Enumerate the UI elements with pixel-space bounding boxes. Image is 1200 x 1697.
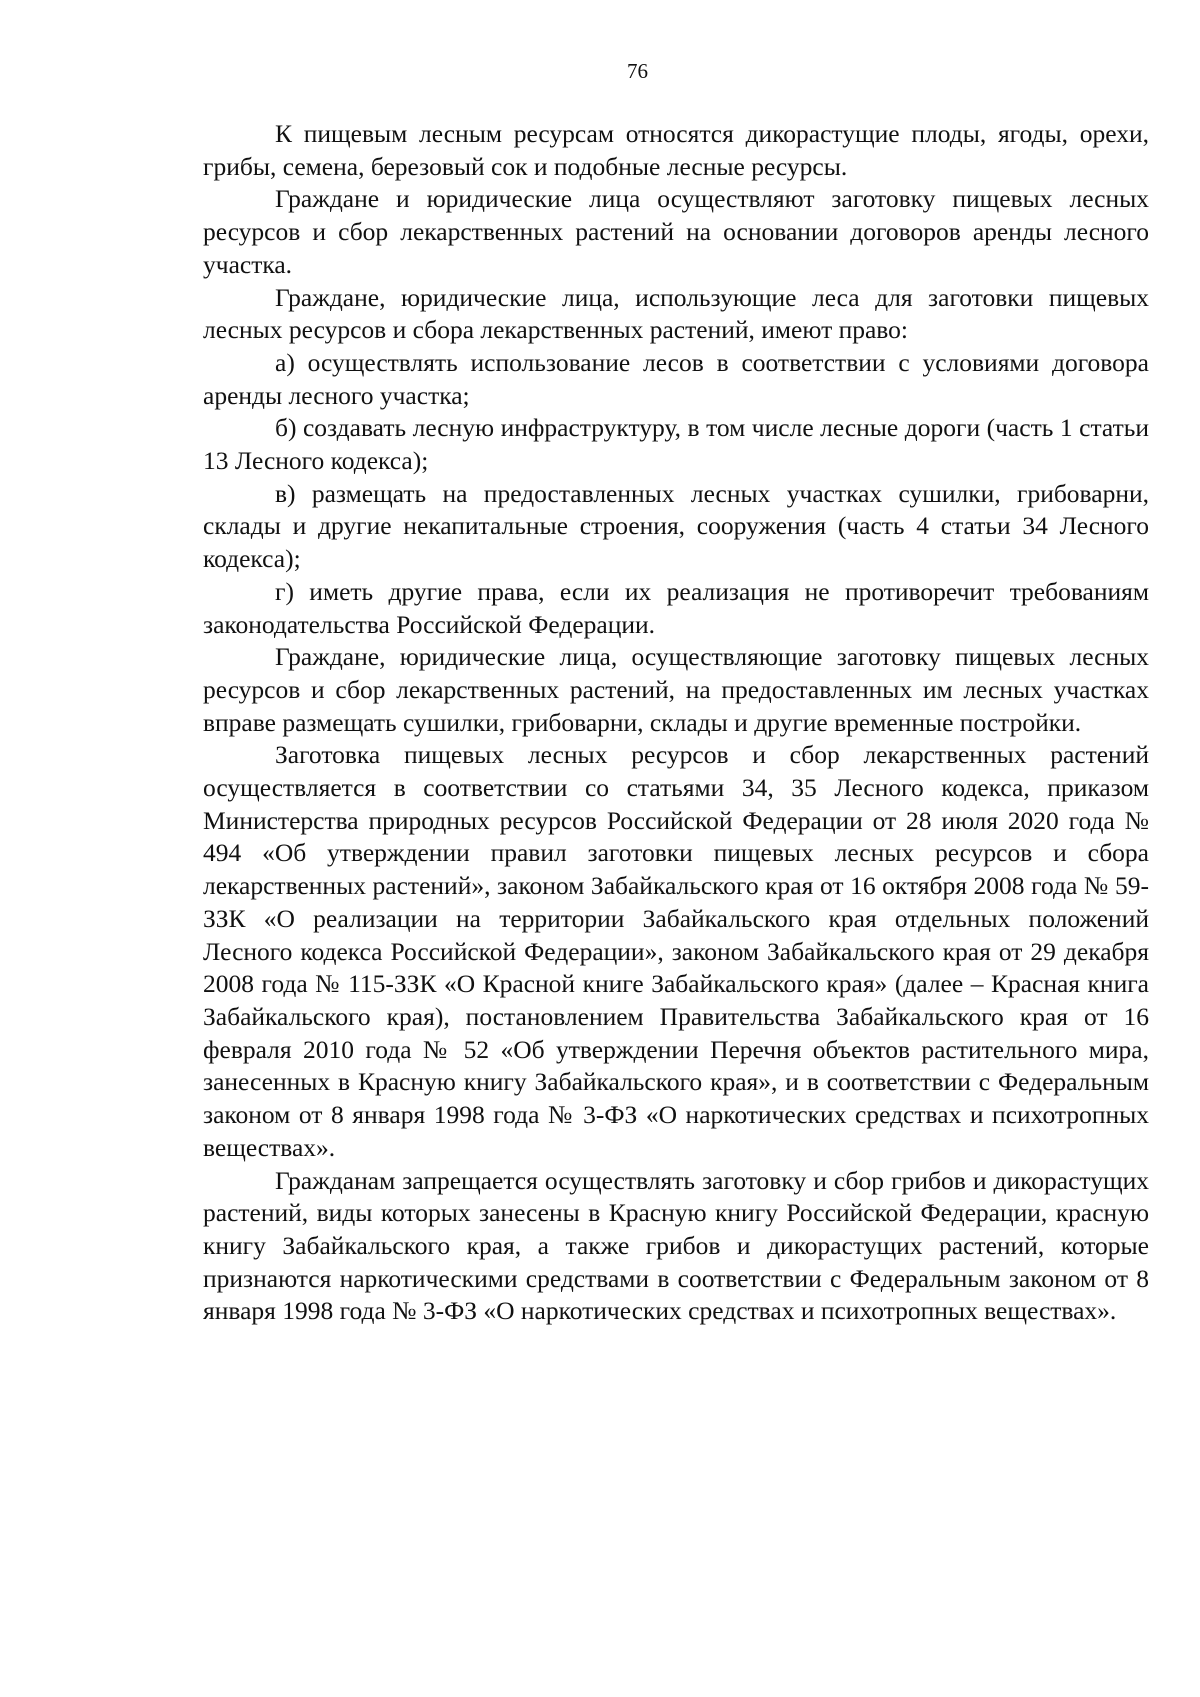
page-number: 76	[627, 59, 648, 83]
paragraph-rights-intro: Граждане, юридические лица, использующие леса для заготовки пищевых лесных ресурсов и сбора лекарственных растений, имеют право:	[203, 282, 1149, 345]
paragraph-food-resources-definition: К пищевым лесным ресурсам относятся дикорастущие плоды, ягоды, орехи, грибы, семена, березовый сок и подобные лесные ресурсы.	[203, 119, 1149, 181]
paragraph-right-a: а) осуществлять использование лесов в соответствии с условиями договора аренды лесного участка;	[203, 347, 1149, 410]
paragraph-right-b: б) создавать лесную инфраструктуру, в том числе лесные дороги (часть 1 статьи 13 Лесного кодекса);	[203, 413, 1149, 476]
paragraph-legal-basis: Заготовка пищевых лесных ресурсов и сбор лекарственных растений осуществляется в соответствии со статьями 34, 35 Лесного кодекса, приказом Министерства природных ресурсов Российской Федерации от 28 июля 2020 года № 494 «Об утверждении правил заготовки пищевых лесных ресурсов и сбора лекарственных растений», законом Забайкальского края от 16 октября 2008 года № 59-ЗЗК «О реализации на территории Забайкальского края отдельных положений Лесного кодекса Российской Федерации», законом Забайкальского края от 29 декабря 2008 года № 115-ЗЗК «О Красной книге Забайкальского края» (далее – Красная книга Забайкальского края), постановлением Правительства Забайкальского края от 16 февраля 2010 года № 52 «Об утверждении Перечня объектов растительного мира, занесенных в Красную книгу Забайкальского края», и в соответствии с Федеральным законом от 8 января 1998 года № 3-ФЗ «О наркотических средствах и психотропных веществах».	[203, 740, 1149, 1162]
paragraph-right-g: г) иметь другие права, если их реализация не противоречит требованиям законодательства Российской Федерации.	[203, 576, 1149, 639]
document-body	[203, 118, 1149, 1328]
paragraph-harvesting-basis: Граждане и юридические лица осуществляют заготовку пищевых лесных ресурсов и сбор лекарственных растений на основании договоров аренды лесного участка.	[203, 184, 1149, 279]
paragraph-right-v: в) размещать на предоставленных лесных участках сушилки, грибоварни, склады и другие некапитальные строения, сооружения (часть 4 статьи 34 Лесного кодекса);	[203, 478, 1149, 574]
paragraph-prohibition: Гражданам запрещается осуществлять заготовку и сбор грибов и дикорастущих растений, виды которых занесены в Красную книгу Российской Федерации, красную книгу Забайкальского края, а также грибов и дикорастущих растений, которые признаются наркотическими средствами в соответствии с Федеральным законом от 8 января 1998 года № 3-ФЗ «О наркотических средствах и психотропных веществах».	[203, 1165, 1149, 1326]
paragraph-temporary-structures: Граждане, юридические лица, осуществляющие заготовку пищевых лесных ресурсов и сбор лекарственных растений, на предоставленных им лесных участках вправе размещать сушилки, грибоварни, склады и другие временные постройки.	[203, 642, 1149, 737]
